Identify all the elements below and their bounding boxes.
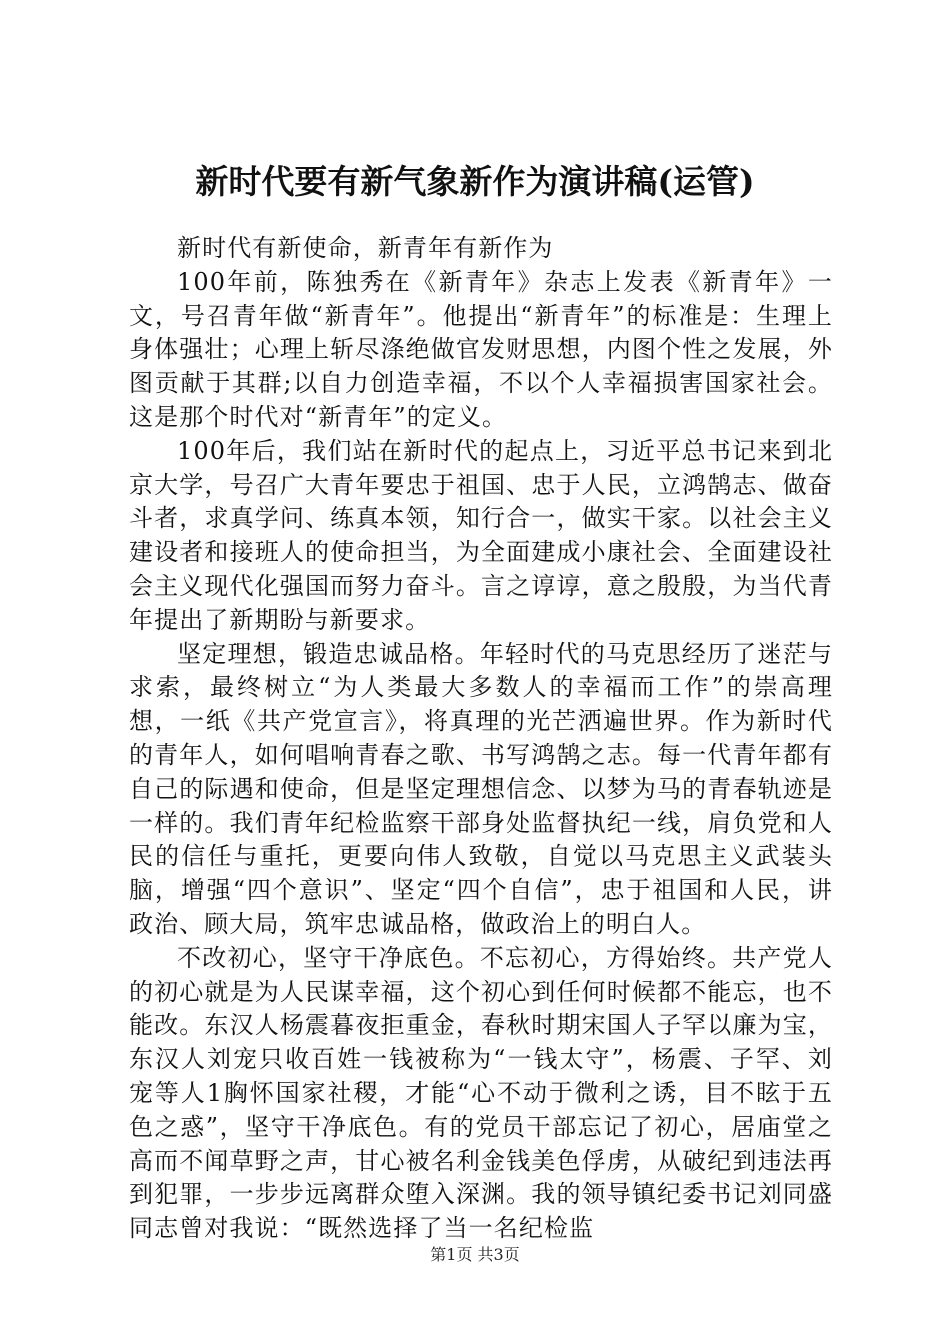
page-footer: 第1页 共3页 [430, 1245, 520, 1264]
paragraph: 100年后，我们站在新时代的起点上，习近平总书记来到北京大学，号召广大青年要忠于祖国、忠于人民，立鸿鹄志、做奋斗者，求真学问、练真本领，知行合一，做实干家。以社会主义建设者和接班人的使命担当，为全面建成小康社会、全面建设社会主义现代化强国而努力奋斗。言之谆谆，意之殷殷，为当代青年提出了新期盼与新要求。 [129, 436, 833, 634]
document-body [129, 232, 833, 1246]
document-title: 新时代要有新气象新作为演讲稿(运管) [195, 162, 755, 201]
paragraph: 坚定理想，锻造忠诚品格。年轻时代的马克思经历了迷茫与求索，最终树立“为人类最大多数人的幸福而工作”的崇高理想，一纸《共产党宣言》，将真理的光芒洒遍世界。作为新时代的青年人，如何唱响青春之歌、书写鸿鹄之志。每一代青年都有自己的际遇和使命，但是坚定理想信念、以梦为马的青春轨迹是一样的。我们青年纪检监察干部身处监督执纪一线，肩负党和人民的信任与重托，更要向伟人致敬，自觉以马克思主义武装头脑，增强“四个意识”、坚定“四个自信”，忠于祖国和人民，讲政治、顾大局，筑牢忠诚品格，做政治上的明白人。 [129, 639, 833, 938]
paragraph: 不改初心，坚守干净底色。不忘初心，方得始终。共产党人的初心就是为人民谋幸福，这个初心到任何时候都不能忘，也不能改。东汉人杨震暮夜拒重金，春秋时期宋国人子罕以廉为宝，东汉人刘宠只收百姓一钱被称为“一钱太守”，杨震、子罕、刘宠等人1胸怀国家社稷，才能“心不动于微利之诱，目不眩于五色之惑”，坚守干净底色。有的党员干部忘记了初心，居庙堂之高而不闻草野之声，甘心被名利金钱美色俘虏，从破纪到违法再到犯罪，一步步远离群众堕入深渊。我的领导镇纪委书记刘同盛同志曾对我说：“既然选择了当一名纪检监 [129, 943, 833, 1243]
paragraph: 100年前，陈独秀在《新青年》杂志上发表《新青年》一文，号召青年做“新青年”。他提出“新青年”的标准是：生理上身体强壮；心理上斩尽涤绝做官发财思想，内图个性之发展，外图贡献于其群;以自力创造幸福，不以个人幸福损害国家社会。这是那个时代对“新青年”的定义。 [129, 267, 833, 431]
paragraph-subtitle: 新时代有新使命，新青年有新作为 [177, 234, 554, 262]
